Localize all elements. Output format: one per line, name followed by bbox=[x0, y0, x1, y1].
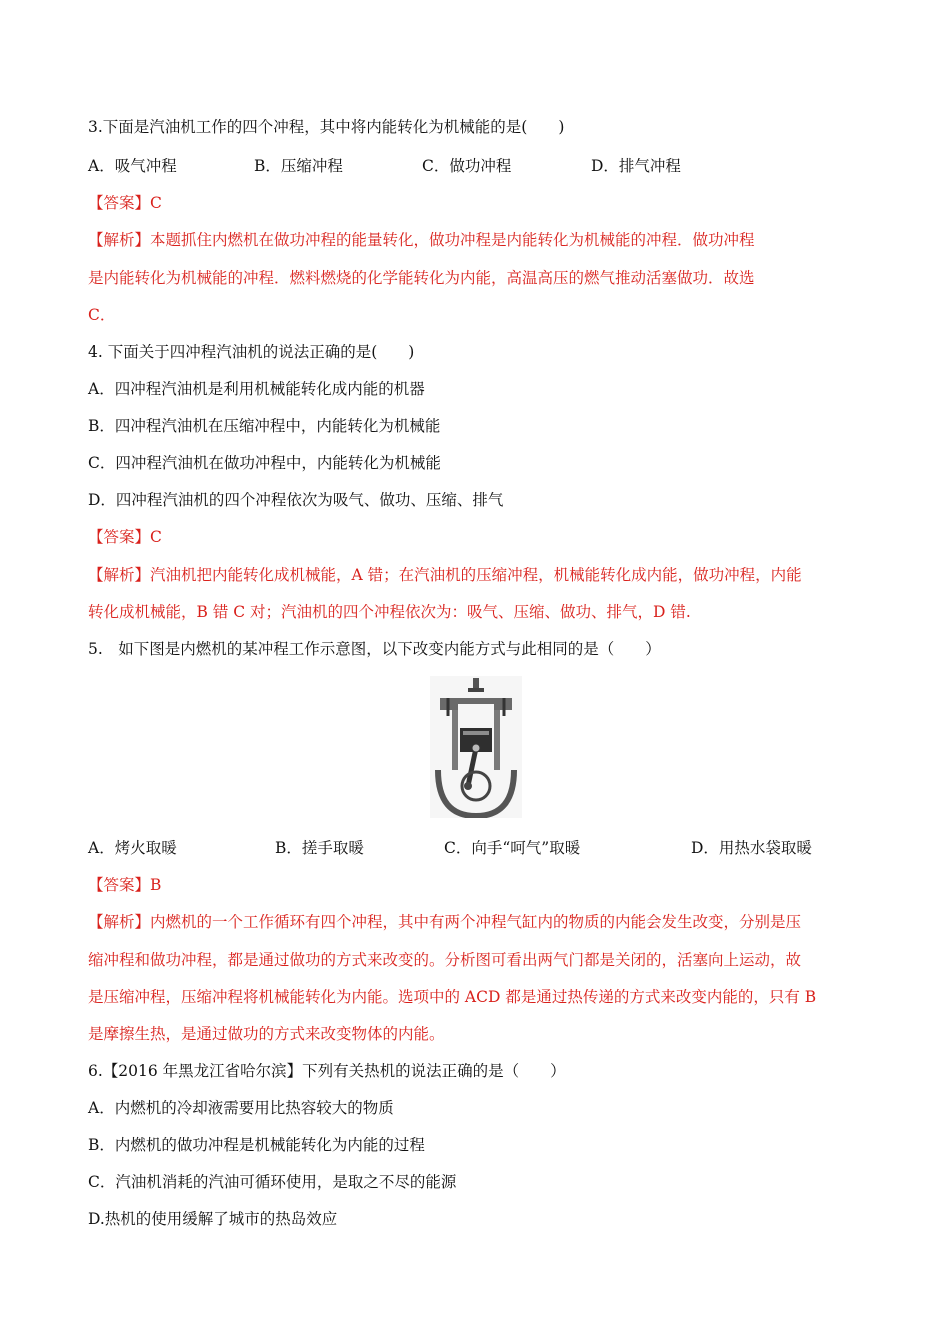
question-6-stem: 6.【2016 年黑龙江省哈尔滨】下列有关热机的说法正确的是（ ） bbox=[88, 1062, 566, 1080]
question-5-answer: 【答案】B bbox=[88, 876, 162, 894]
question-5-analysis-line-4: 是摩擦生热，是通过做功的方式来改变物体的内能。 bbox=[88, 1025, 445, 1043]
q6-option-d: D.热机的使用缓解了城市的热岛效应 bbox=[88, 1210, 338, 1228]
q5-option-a: A．烤火取暖 bbox=[88, 839, 177, 857]
question-4-analysis-line-1: 【解析】汽油机把内能转化成机械能，A 错；在汽油机的压缩冲程，机械能转化成内能，做功冲程，内能 bbox=[88, 566, 802, 584]
question-5-analysis-line-3: 是压缩冲程，压缩冲程将机械能转化为内能。选项中的 ACD 都是通过热传递的方式来改变内能的，只有 B bbox=[88, 988, 817, 1006]
question-5-stem: 5. 如下图是内燃机的某冲程工作示意图，以下改变内能方式与此相同的是（ ） bbox=[88, 640, 661, 658]
question-3-analysis-line-1: 【解析】本题抓住内燃机在做功冲程的能量转化，做功冲程是内能转化为机械能的冲程．做功冲程 bbox=[88, 231, 755, 249]
question-3-analysis-line-2: 是内能转化为机械能的冲程．燃料燃烧的化学能转化为内能，高温高压的燃气推动活塞做功．故选 bbox=[88, 269, 755, 287]
q3-option-d: D．排气冲程 bbox=[591, 157, 681, 175]
question-5-analysis-line-1: 【解析】内燃机的一个工作循环有四个冲程，其中有两个冲程气缸内的物质的内能会发生改变，分别是压 bbox=[88, 913, 802, 931]
question-3-answer: 【答案】C bbox=[88, 194, 162, 212]
question-3-analysis-line-3: C． bbox=[88, 306, 116, 324]
q3-option-c: C．做功冲程 bbox=[422, 157, 512, 175]
q3-option-b: B．压缩冲程 bbox=[254, 157, 343, 175]
question-4-analysis-line-2: 转化成机械能，B 错 C 对；汽油机的四个冲程依次为：吸气、压缩、做功、排气，D 错. bbox=[88, 603, 691, 621]
q4-option-d: D．四冲程汽油机的四个冲程依次为吸气、做功、压缩、排气 bbox=[88, 491, 504, 509]
engine-diagram-image bbox=[430, 676, 522, 818]
q4-option-a: A．四冲程汽油机是利用机械能转化成内能的机器 bbox=[88, 380, 425, 398]
q6-option-c: C．汽油机消耗的汽油可循环使用，是取之不尽的能源 bbox=[88, 1173, 457, 1191]
question-4-answer: 【答案】C bbox=[88, 528, 162, 546]
q5-option-c: C．向手“呵气”取暖 bbox=[444, 839, 581, 857]
question-5-analysis-line-2: 缩冲程和做功冲程，都是通过做功的方式来改变的。分析图可看出两气门都是关闭的，活塞向上运动，故 bbox=[88, 951, 802, 969]
question-3-stem: 3.下面是汽油机工作的四个冲程，其中将内能转化为机械能的是( ) bbox=[88, 118, 565, 136]
q3-option-a: A．吸气冲程 bbox=[88, 157, 177, 175]
q4-option-c: C．四冲程汽油机在做功冲程中，内能转化为机械能 bbox=[88, 454, 441, 472]
q4-option-b: B．四冲程汽油机在压缩冲程中，内能转化为机械能 bbox=[88, 417, 441, 435]
q5-option-b: B．搓手取暖 bbox=[275, 839, 364, 857]
q6-option-b: B．内燃机的做功冲程是机械能转化为内能的过程 bbox=[88, 1136, 425, 1154]
question-4-stem: 4. 下面关于四冲程汽油机的说法正确的是( ) bbox=[88, 343, 415, 361]
q5-option-d: D．用热水袋取暖 bbox=[691, 839, 812, 857]
q6-option-a: A．内燃机的冷却液需要用比热容较大的物质 bbox=[88, 1099, 394, 1117]
